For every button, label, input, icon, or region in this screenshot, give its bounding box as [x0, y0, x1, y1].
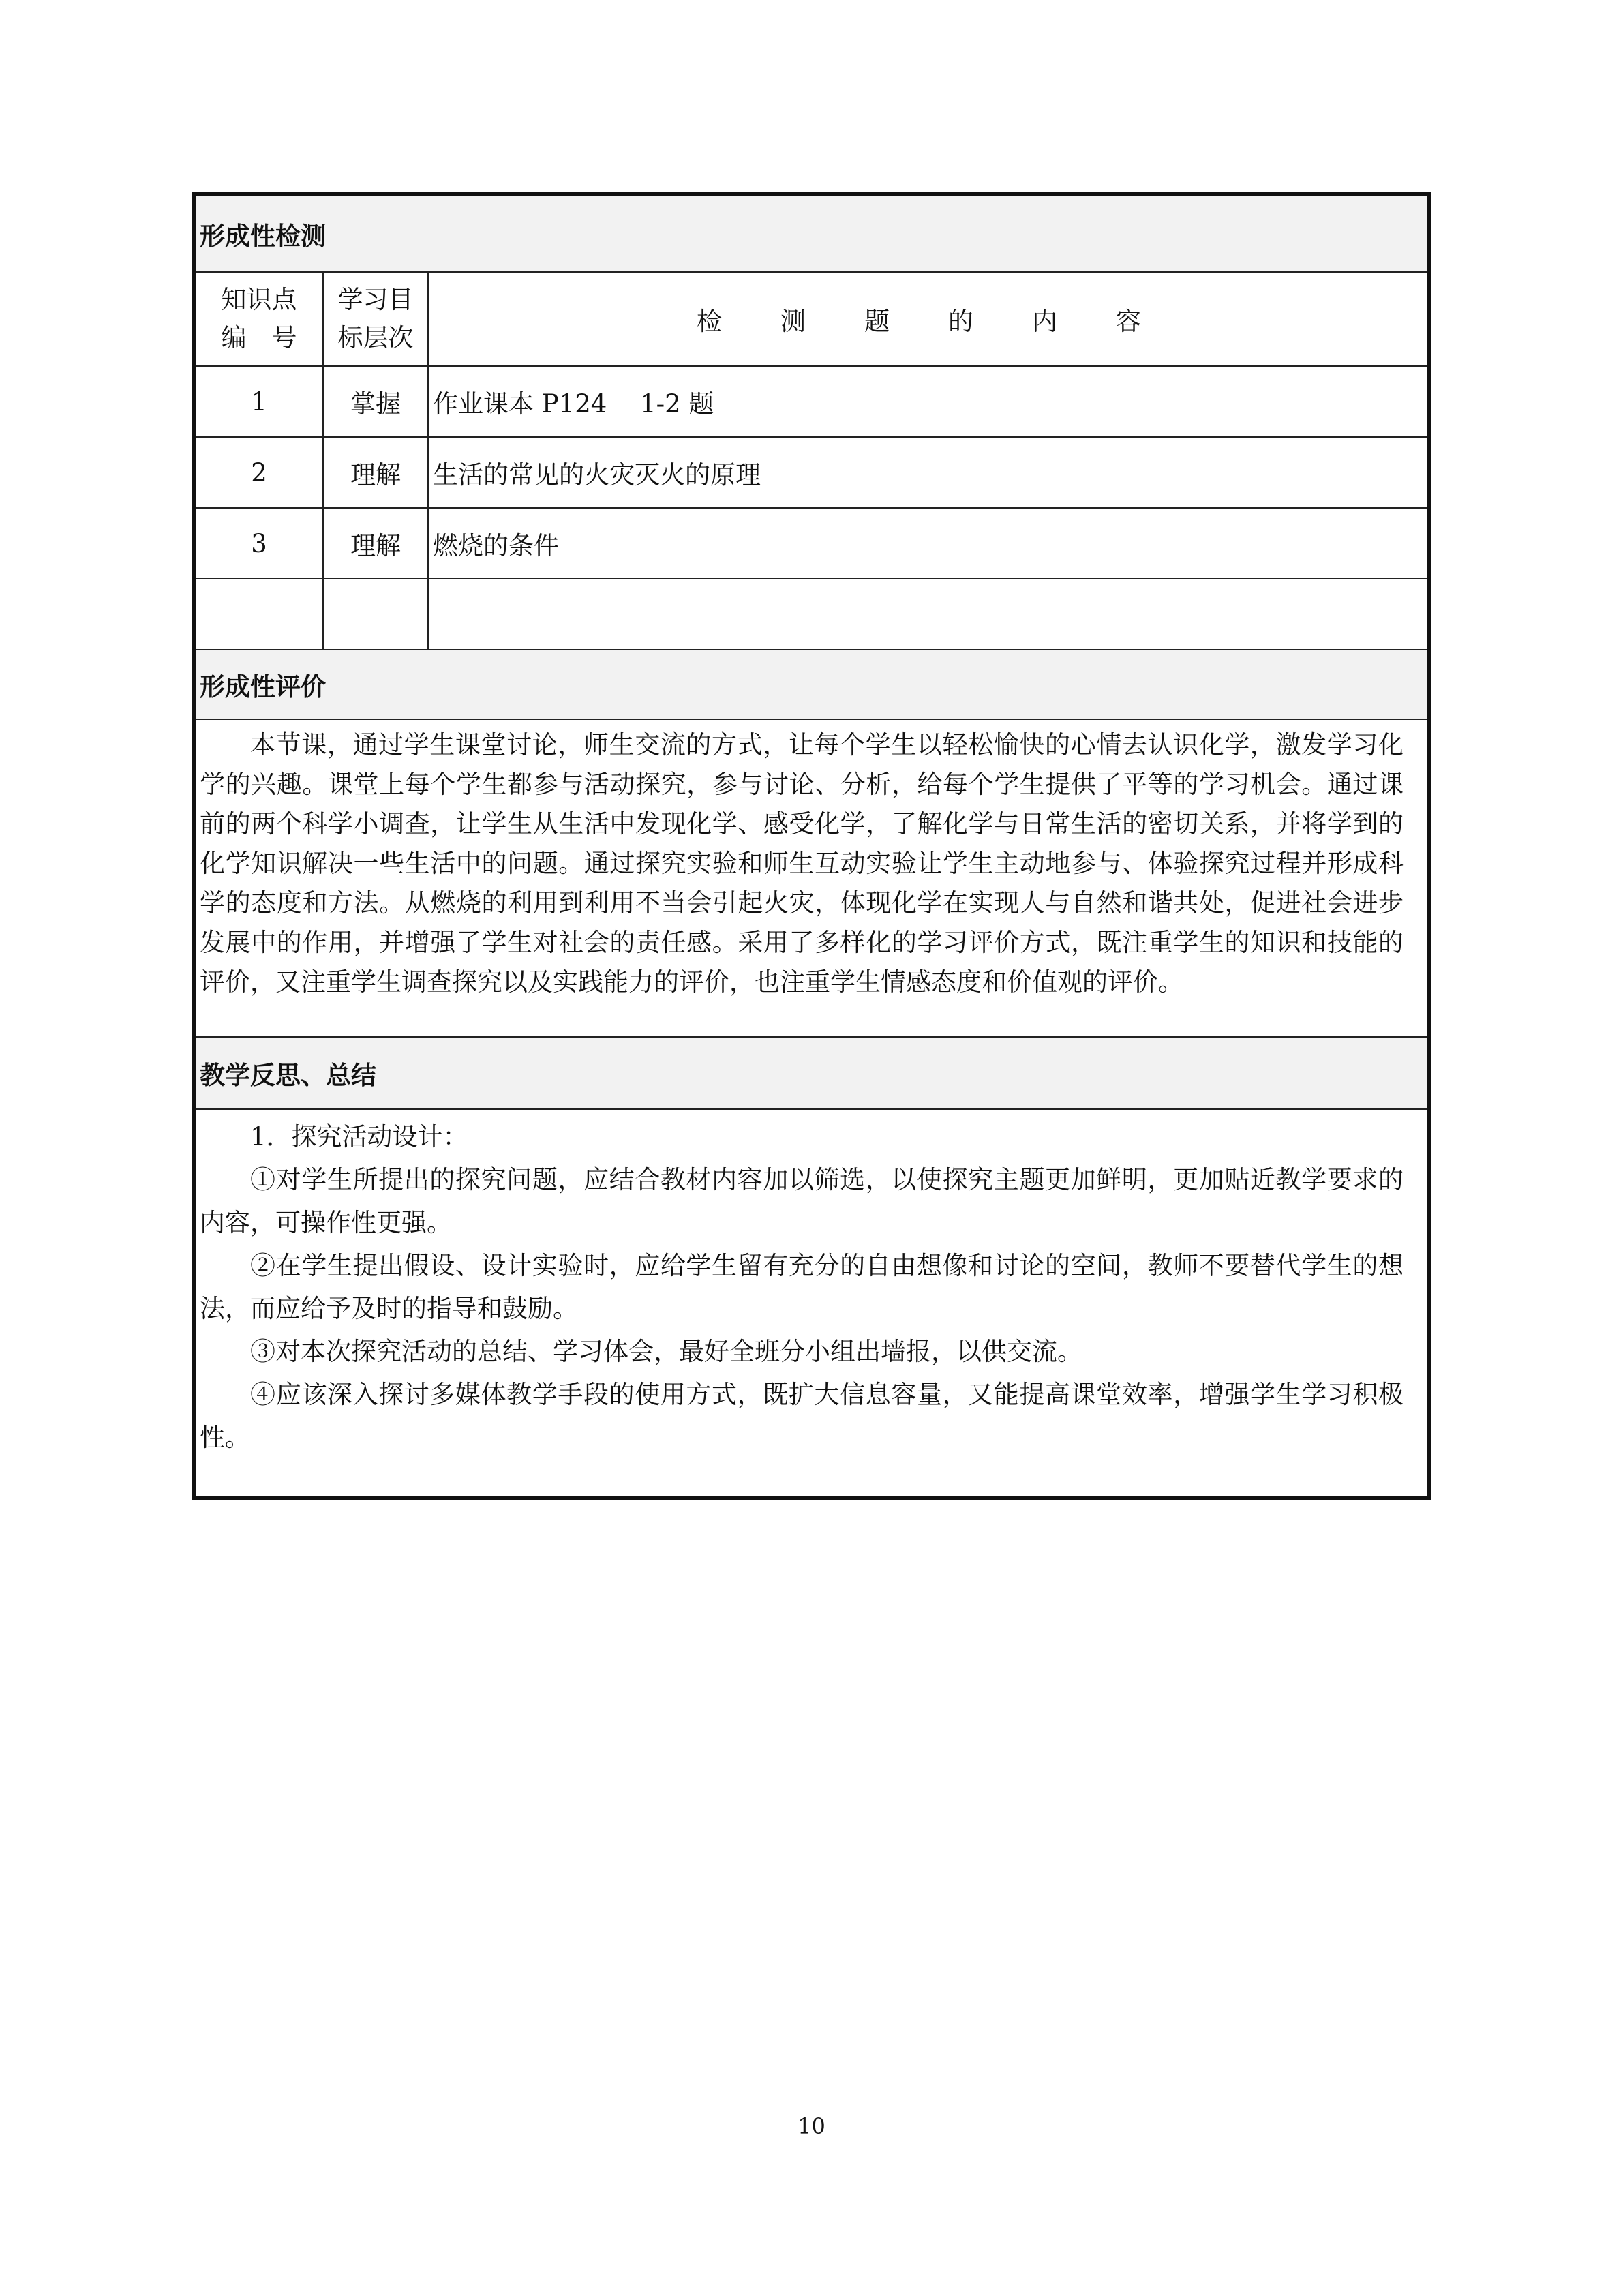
evaluation-paragraph: 本节课，通过学生课堂讨论，师生交流的方式，让每个学生以轻松愉快的心情去认识化学，激发学习化学的兴趣。课堂上每个学生都参与活动探究，参与讨论、分析，给每个学生提供了平等的学习机会。通过课前的两个科学小调查，让学生从生活中发现化学、感受化学，了解化学与日常生活的密切关系，并将学到的化学知识解决一些生活中的问题。通过探究实验和师生互动实验让学生主动地参与、体验探究过程并形成科学的态度和方法。从燃烧的利用到利用不当会引起火灾，体现化学在实现人与自然和谐共处，促进社会进步发展中的作用，并增强了学生对社会的责任感。采用了多样化的学习评价方式，既注重学生的知识和技能的评价，又注重学生调查探究以及实践能力的评价，也注重学生情感态度和价值观的评价。	[200, 730, 1404, 997]
row-content	[428, 579, 1427, 649]
table-header-row	[196, 273, 1427, 366]
row-content: 作业课本 P124 1-2 题	[428, 366, 1427, 437]
reflection-item: ①对学生所提出的探究问题，应结合教材内容加以筛选，以使探究主题更加鲜明，更加贴近教学要求的内容，可操作性更强。	[200, 1165, 1404, 1237]
header-knowledge-point-line1: 知识点	[221, 285, 297, 314]
row-level: 理解	[323, 437, 428, 508]
reflection-item: ②在学生提出假设、设计实验时，应给学生留有充分的自由想像和讨论的空间，教师不要替代学生的想法，而应给予及时的指导和鼓励。	[200, 1251, 1404, 1323]
reflection-section-title: 教学反思、总结	[196, 1036, 1427, 1110]
row-level: 理解	[323, 508, 428, 579]
table-row	[196, 366, 1427, 437]
row-content: 生活的常见的火灾灭火的原理	[428, 437, 1427, 508]
header-learning-level-line1: 学习目	[337, 285, 414, 314]
header-learning-level	[323, 273, 428, 366]
table-row	[196, 437, 1427, 508]
row-level: 掌握	[323, 366, 428, 437]
row-content: 燃烧的条件	[428, 508, 1427, 579]
lesson-plan-table	[192, 192, 1431, 1500]
evaluation-section-title: 形成性评价	[196, 649, 1427, 720]
evaluation-body	[196, 720, 1427, 1036]
reflection-item: ③对本次探究活动的总结、学习体会，最好全班分小组出墙报，以供交流。	[250, 1337, 1082, 1366]
assessment-table	[196, 273, 1427, 649]
header-learning-level-line2: 标层次	[337, 323, 414, 352]
header-knowledge-point-line2: 编 号	[221, 323, 297, 352]
assessment-section-title: 形成性检测	[196, 196, 1427, 273]
reflection-item-heading: 1．探究活动设计：	[250, 1122, 468, 1151]
reflection-item: ④应该深入探讨多媒体教学手段的使用方式，既扩大信息容量，又能提高课堂效率，增强学生学习积极性。	[200, 1380, 1404, 1452]
table-row	[196, 508, 1427, 579]
row-number: 3	[196, 508, 323, 579]
page-number: 10	[798, 2113, 825, 2139]
header-knowledge-point	[196, 273, 323, 366]
row-level	[323, 579, 428, 649]
table-row	[196, 579, 1427, 649]
row-number: 2	[196, 437, 323, 508]
row-number	[196, 579, 323, 649]
row-number: 1	[196, 366, 323, 437]
reflection-body	[196, 1110, 1427, 1496]
header-question-content: 检测题的内容	[428, 273, 1427, 366]
